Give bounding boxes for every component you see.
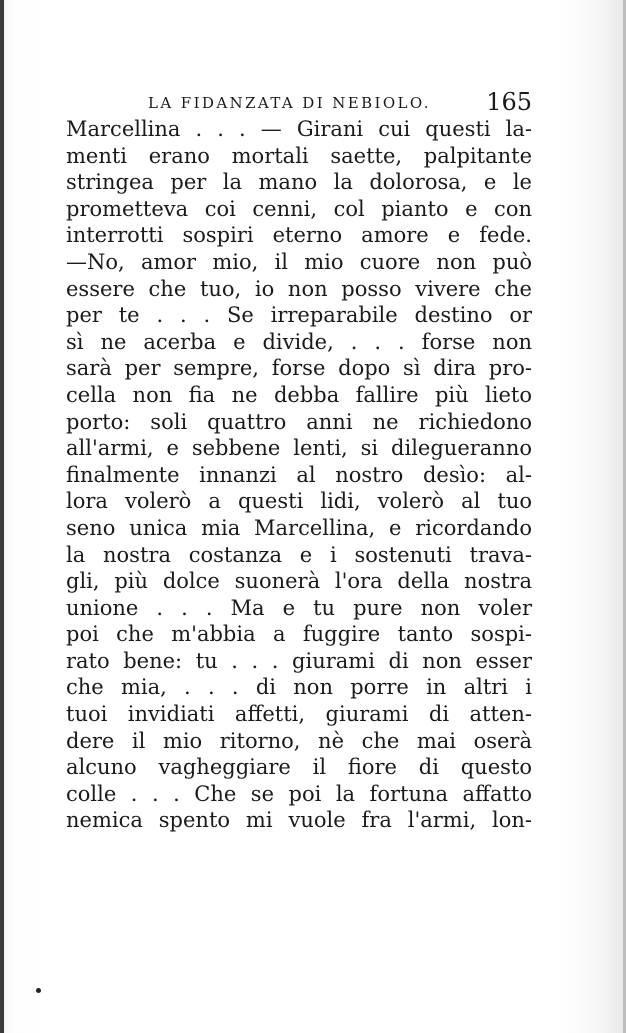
- page-number: 165: [486, 88, 532, 116]
- text-line: alcuno vagheggiare il fiore di questo: [66, 755, 532, 780]
- running-head: [66, 90, 532, 116]
- text-line: menti erano mortali saette, palpitante: [66, 143, 532, 168]
- text-line: —No, amor mio, il mio cuore non può: [66, 249, 532, 274]
- text-line: cella non fia ne debba fallire più lieto: [66, 382, 532, 407]
- text-line: essere che tuo, io non posso vivere che: [66, 276, 532, 301]
- running-title: LA FIDANZATA DI NEBIOLO.: [148, 94, 431, 112]
- text-line: interrotti sospiri eterno amore e fede.: [66, 223, 532, 248]
- text-line: nemica spento mi vuole fra l'armi, lon-: [66, 808, 532, 833]
- text-line: all'armi, e sebbene lenti, si dilegueranno: [66, 436, 532, 461]
- text-line: seno unica mia Marcellina, e ricordando: [66, 515, 532, 540]
- body-text: [66, 116, 532, 834]
- text-line: finalmente innanzi al nostro desìo: al-: [66, 462, 532, 487]
- ink-speck: [36, 988, 41, 993]
- text-line: sarà per sempre, forse dopo sì dira pro-: [66, 356, 532, 381]
- text-line: porto: soli quattro anni ne richiedono: [66, 409, 532, 434]
- text-line: stringea per la mano la dolorosa, e le: [66, 170, 532, 195]
- text-line: rato bene: tu . . . giurami di non esser: [66, 648, 532, 673]
- text-line: dere il mio ritorno, nè che mai oserà: [66, 728, 532, 753]
- text-line: colle . . . Che se poi la fortuna affatto: [66, 781, 532, 806]
- text-line: poi che m'abbia a fuggire tanto sospi-: [66, 622, 532, 647]
- text-line: per te . . . Se irreparabile destino or: [66, 303, 532, 328]
- text-line: sì ne acerba e divide, . . . forse non: [66, 329, 532, 354]
- text-line: unione . . . Ma e tu pure non voler: [66, 595, 532, 620]
- text-line: che mia, . . . di non porre in altri i: [66, 675, 532, 700]
- text-line: prometteva coi cenni, col pianto e con: [66, 196, 532, 221]
- text-line: tuoi invidiati affetti, giurami di atten-: [66, 702, 532, 727]
- text-line: lora volerò a questi lidi, volerò al tuo: [66, 489, 532, 514]
- text-line: gli, più dolce suonerà l'ora della nostra: [66, 569, 532, 594]
- page-left-edge: [0, 0, 4, 1033]
- text-line: la nostra costanza e i sostenuti trava-: [66, 542, 532, 567]
- text-line: Marcellina . . . — Girani cui questi la-: [66, 117, 532, 141]
